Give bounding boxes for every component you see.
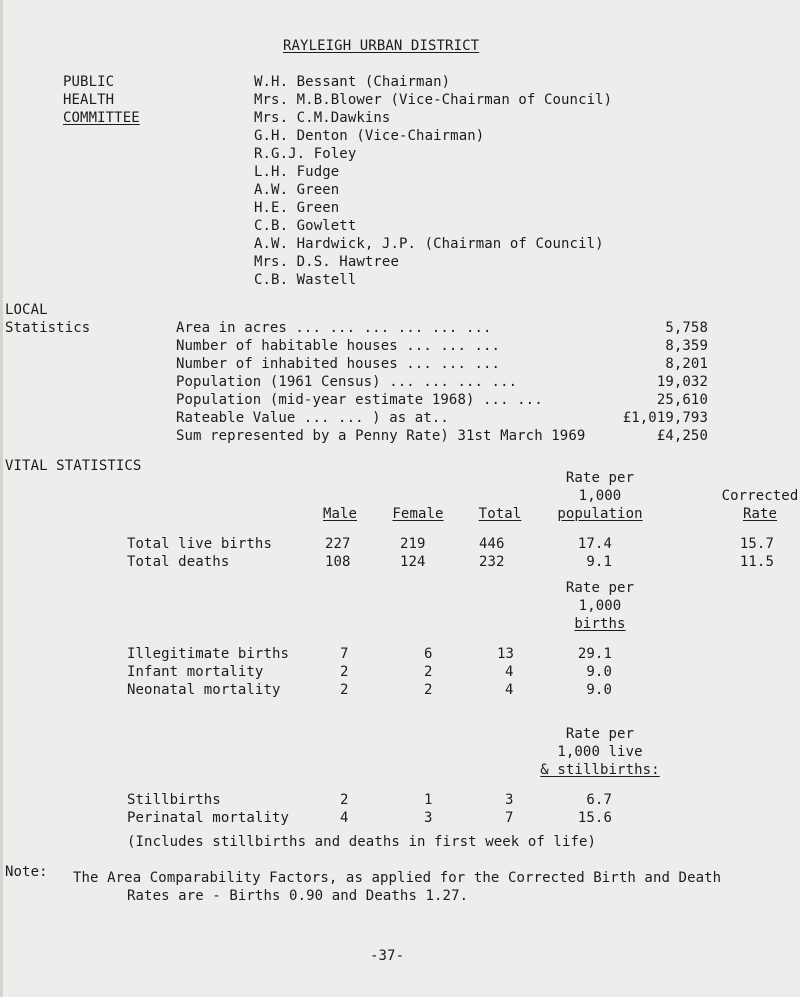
vital-total: 4 — [505, 682, 514, 698]
committee-member: G.H. Denton (Vice-Chairman) — [254, 128, 485, 144]
local-label-line: LOCAL — [5, 302, 48, 318]
local-stat-value: 8,359 — [665, 338, 708, 354]
note-label: Note: — [5, 864, 48, 880]
local-stat-value: 5,758 — [665, 320, 708, 336]
local-stat-label: Number of habitable houses ... ... ... — [176, 338, 501, 354]
vital-male: 4 — [340, 810, 349, 826]
vital-total: 7 — [505, 810, 514, 826]
rate-header-line: 1,000 — [578, 598, 622, 614]
page-title: RAYLEIGH URBAN DISTRICT — [283, 38, 480, 54]
committee-member: C.B. Gowlett — [254, 218, 357, 234]
local-stat-value: 25,610 — [656, 392, 708, 408]
vital-total: 13 — [497, 646, 515, 662]
committee-member: H.E. Green — [254, 200, 340, 216]
committee-member: Mrs. C.M.Dawkins — [254, 110, 391, 126]
vital-rate: 9.0 — [586, 682, 612, 698]
local-label-line: Statistics — [5, 320, 91, 336]
vital-male: 7 — [340, 646, 349, 662]
rate-header-line: 1,000 live — [557, 744, 643, 760]
committee-member: Mrs. M.B.Blower (Vice-Chairman of Council) — [254, 92, 613, 108]
committee-member: A.W. Hardwick, J.P. (Chairman of Council) — [254, 236, 604, 252]
vital-total: 232 — [479, 554, 505, 570]
vital-row-label: Perinatal mortality — [127, 810, 290, 826]
vital-male: 108 — [325, 554, 351, 570]
male-header: Male — [322, 506, 358, 522]
rate-header-line: & stillbirths: — [540, 762, 660, 778]
page-edge — [0, 0, 3, 997]
local-stat-label: Rateable Value ... ... ) as at.. — [176, 410, 449, 426]
rate-header-line: 1,000 — [578, 488, 622, 504]
rate-header-line: Rate per — [565, 726, 635, 742]
female-header: Female — [392, 506, 444, 522]
local-stat-label: Sum represented by a Penny Rate) 31st March 1969 — [176, 428, 586, 444]
vital-heading: VITAL STATISTICS — [5, 458, 142, 474]
committee-member: L.H. Fudge — [254, 164, 340, 180]
vital-male: 2 — [340, 664, 349, 680]
total-header: Total — [478, 506, 522, 522]
vital-footnote: (Includes stillbirths and deaths in first week of life) — [127, 834, 597, 850]
vital-row-label: Infant mortality — [127, 664, 264, 680]
vital-row-label: Neonatal mortality — [127, 682, 281, 698]
vital-total: 3 — [505, 792, 514, 808]
local-stat-value: 19,032 — [656, 374, 708, 390]
vital-corrected: 15.7 — [739, 536, 774, 552]
vital-female: 6 — [424, 646, 433, 662]
committee-member: Mrs. D.S. Hawtree — [254, 254, 399, 270]
local-stat-value: £1,019,793 — [622, 410, 708, 426]
local-stat-value: 8,201 — [665, 356, 708, 372]
vital-corrected: 11.5 — [739, 554, 774, 570]
note-line: Rates are - Births 0.90 and Deaths 1.27. — [127, 888, 469, 904]
vital-female: 1 — [424, 792, 433, 808]
vital-female: 2 — [424, 682, 433, 698]
vital-row-label: Total deaths — [127, 554, 230, 570]
note-line: The Area Comparability Factors, as applied for the Corrected Birth and Death — [73, 870, 722, 886]
vital-male: 2 — [340, 682, 349, 698]
vital-row-label: Illegitimate births — [127, 646, 290, 662]
vital-rate: 9.1 — [586, 554, 612, 570]
corrected-header-line: Rate — [742, 506, 778, 522]
vital-male: 2 — [340, 792, 349, 808]
vital-female: 124 — [400, 554, 426, 570]
page-number: -37- — [370, 948, 405, 964]
committee-member: C.B. Wastell — [254, 272, 357, 288]
rate-header-line: population — [557, 506, 643, 522]
committee-member: A.W. Green — [254, 182, 340, 198]
local-stat-label: Area in acres ... ... ... ... ... ... — [176, 320, 492, 336]
vital-total: 4 — [505, 664, 514, 680]
vital-rate: 29.1 — [577, 646, 612, 662]
corrected-header-line: Corrected — [721, 488, 799, 504]
vital-row-label: Stillbirths — [127, 792, 221, 808]
vital-rate: 9.0 — [586, 664, 612, 680]
vital-female: 3 — [424, 810, 433, 826]
vital-total: 446 — [479, 536, 505, 552]
rate-header-line: Rate per — [565, 470, 635, 486]
local-stat-label: Population (1961 Census) ... ... ... ... — [176, 374, 518, 390]
local-stat-label: Number of inhabited houses ... ... ... — [176, 356, 501, 372]
committee-label-line: COMMITTEE — [63, 110, 140, 126]
committee-member: W.H. Bessant (Chairman) — [254, 74, 451, 90]
vital-female: 2 — [424, 664, 433, 680]
vital-row-label: Total live births — [127, 536, 272, 552]
rate-header-line: Rate per — [565, 580, 635, 596]
committee-label-line: HEALTH — [63, 92, 115, 108]
vital-rate: 15.6 — [577, 810, 612, 826]
vital-male: 227 — [325, 536, 351, 552]
local-stat-label: Population (mid-year estimate 1968) ... ... — [176, 392, 543, 408]
rate-header-line: births — [574, 616, 626, 632]
committee-label-line: PUBLIC — [63, 74, 115, 90]
local-stat-value: £4,250 — [656, 428, 708, 444]
vital-rate: 17.4 — [577, 536, 612, 552]
vital-female: 219 — [400, 536, 426, 552]
vital-rate: 6.7 — [586, 792, 612, 808]
committee-member: R.G.J. Foley — [254, 146, 357, 162]
